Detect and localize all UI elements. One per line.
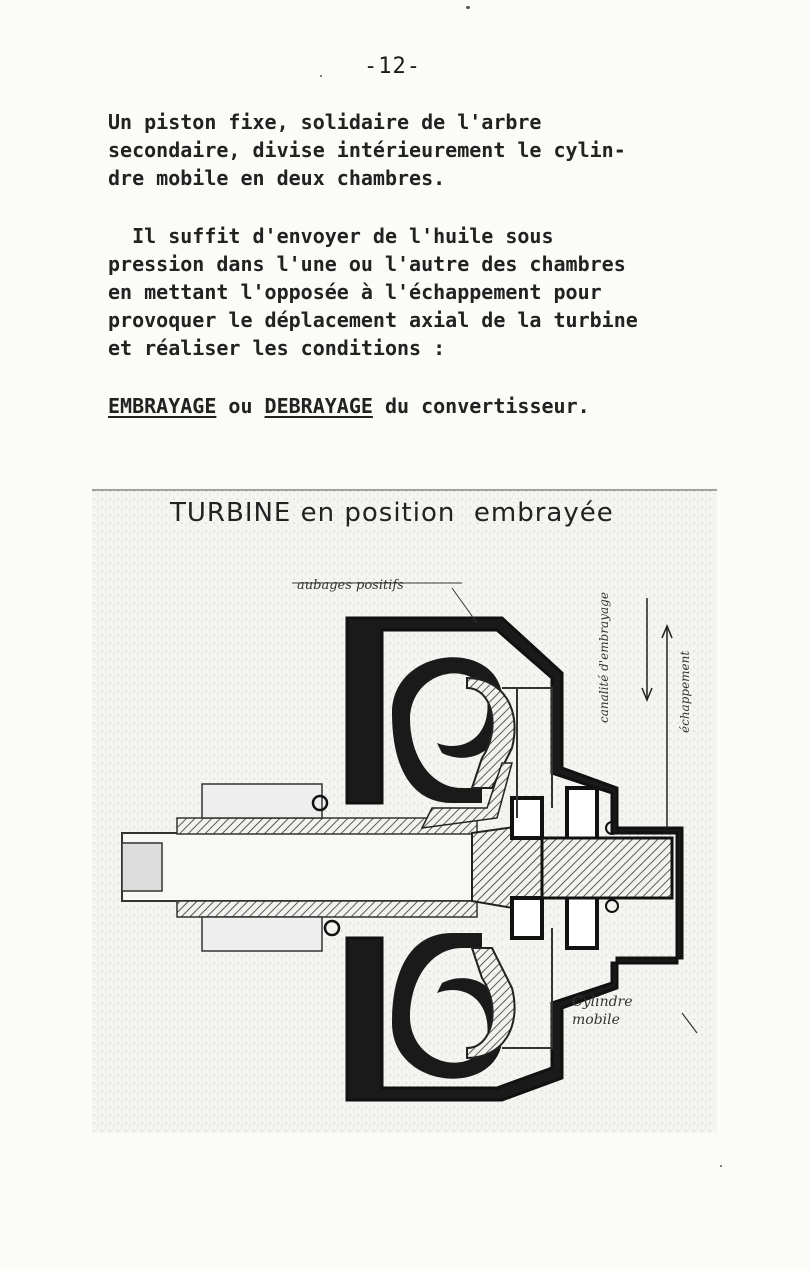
- page-number: -12-: [364, 54, 421, 79]
- upper-spline: [202, 784, 322, 818]
- lower-sleeve: [177, 901, 477, 917]
- paragraph-piston: Un piston fixe, solidaire de l'arbre secondaire, divise intérieurement le cylin- dre mobile en deux chambres.: [108, 110, 626, 190]
- label-echappement: échappement: [678, 650, 692, 733]
- conditions-tail: du convertisseur.: [372, 394, 590, 418]
- scan-speck: [320, 75, 322, 77]
- lower-chamber-right: [567, 893, 597, 948]
- lower-chamber-left: [512, 898, 542, 938]
- paragraph-conditions: [108, 392, 698, 420]
- upper-chamber-right: [567, 788, 597, 843]
- embrayage-term: EMBRAYAGE: [108, 394, 217, 418]
- figure-title: TURBINE en position embrayée: [170, 498, 614, 528]
- label-cylindre: Cylindre mobile: [572, 994, 633, 1028]
- paragraph-huile: Il suffit d'envoyer de l'huile sous pression dans l'une ou l'autre des chambres en mettant l'opposée à l'échappement pour provoquer le déplacement axial de la turbine et réaliser les conditions :: [108, 224, 638, 360]
- label-canal: canalité d'embrayage: [597, 592, 611, 723]
- turbine-drawing: [92, 488, 717, 1133]
- turbine-diagram: [92, 488, 717, 1133]
- conjunction: ou: [216, 394, 265, 418]
- scan-speck: [466, 6, 470, 9]
- fixed-piston: [542, 838, 672, 898]
- label-aubages: aubages positifs: [297, 578, 404, 593]
- scan-speck: [720, 1165, 722, 1167]
- shaft-end: [122, 843, 162, 891]
- lower-spline: [202, 917, 322, 951]
- debrayage-term: DEBRAYAGE: [264, 394, 373, 418]
